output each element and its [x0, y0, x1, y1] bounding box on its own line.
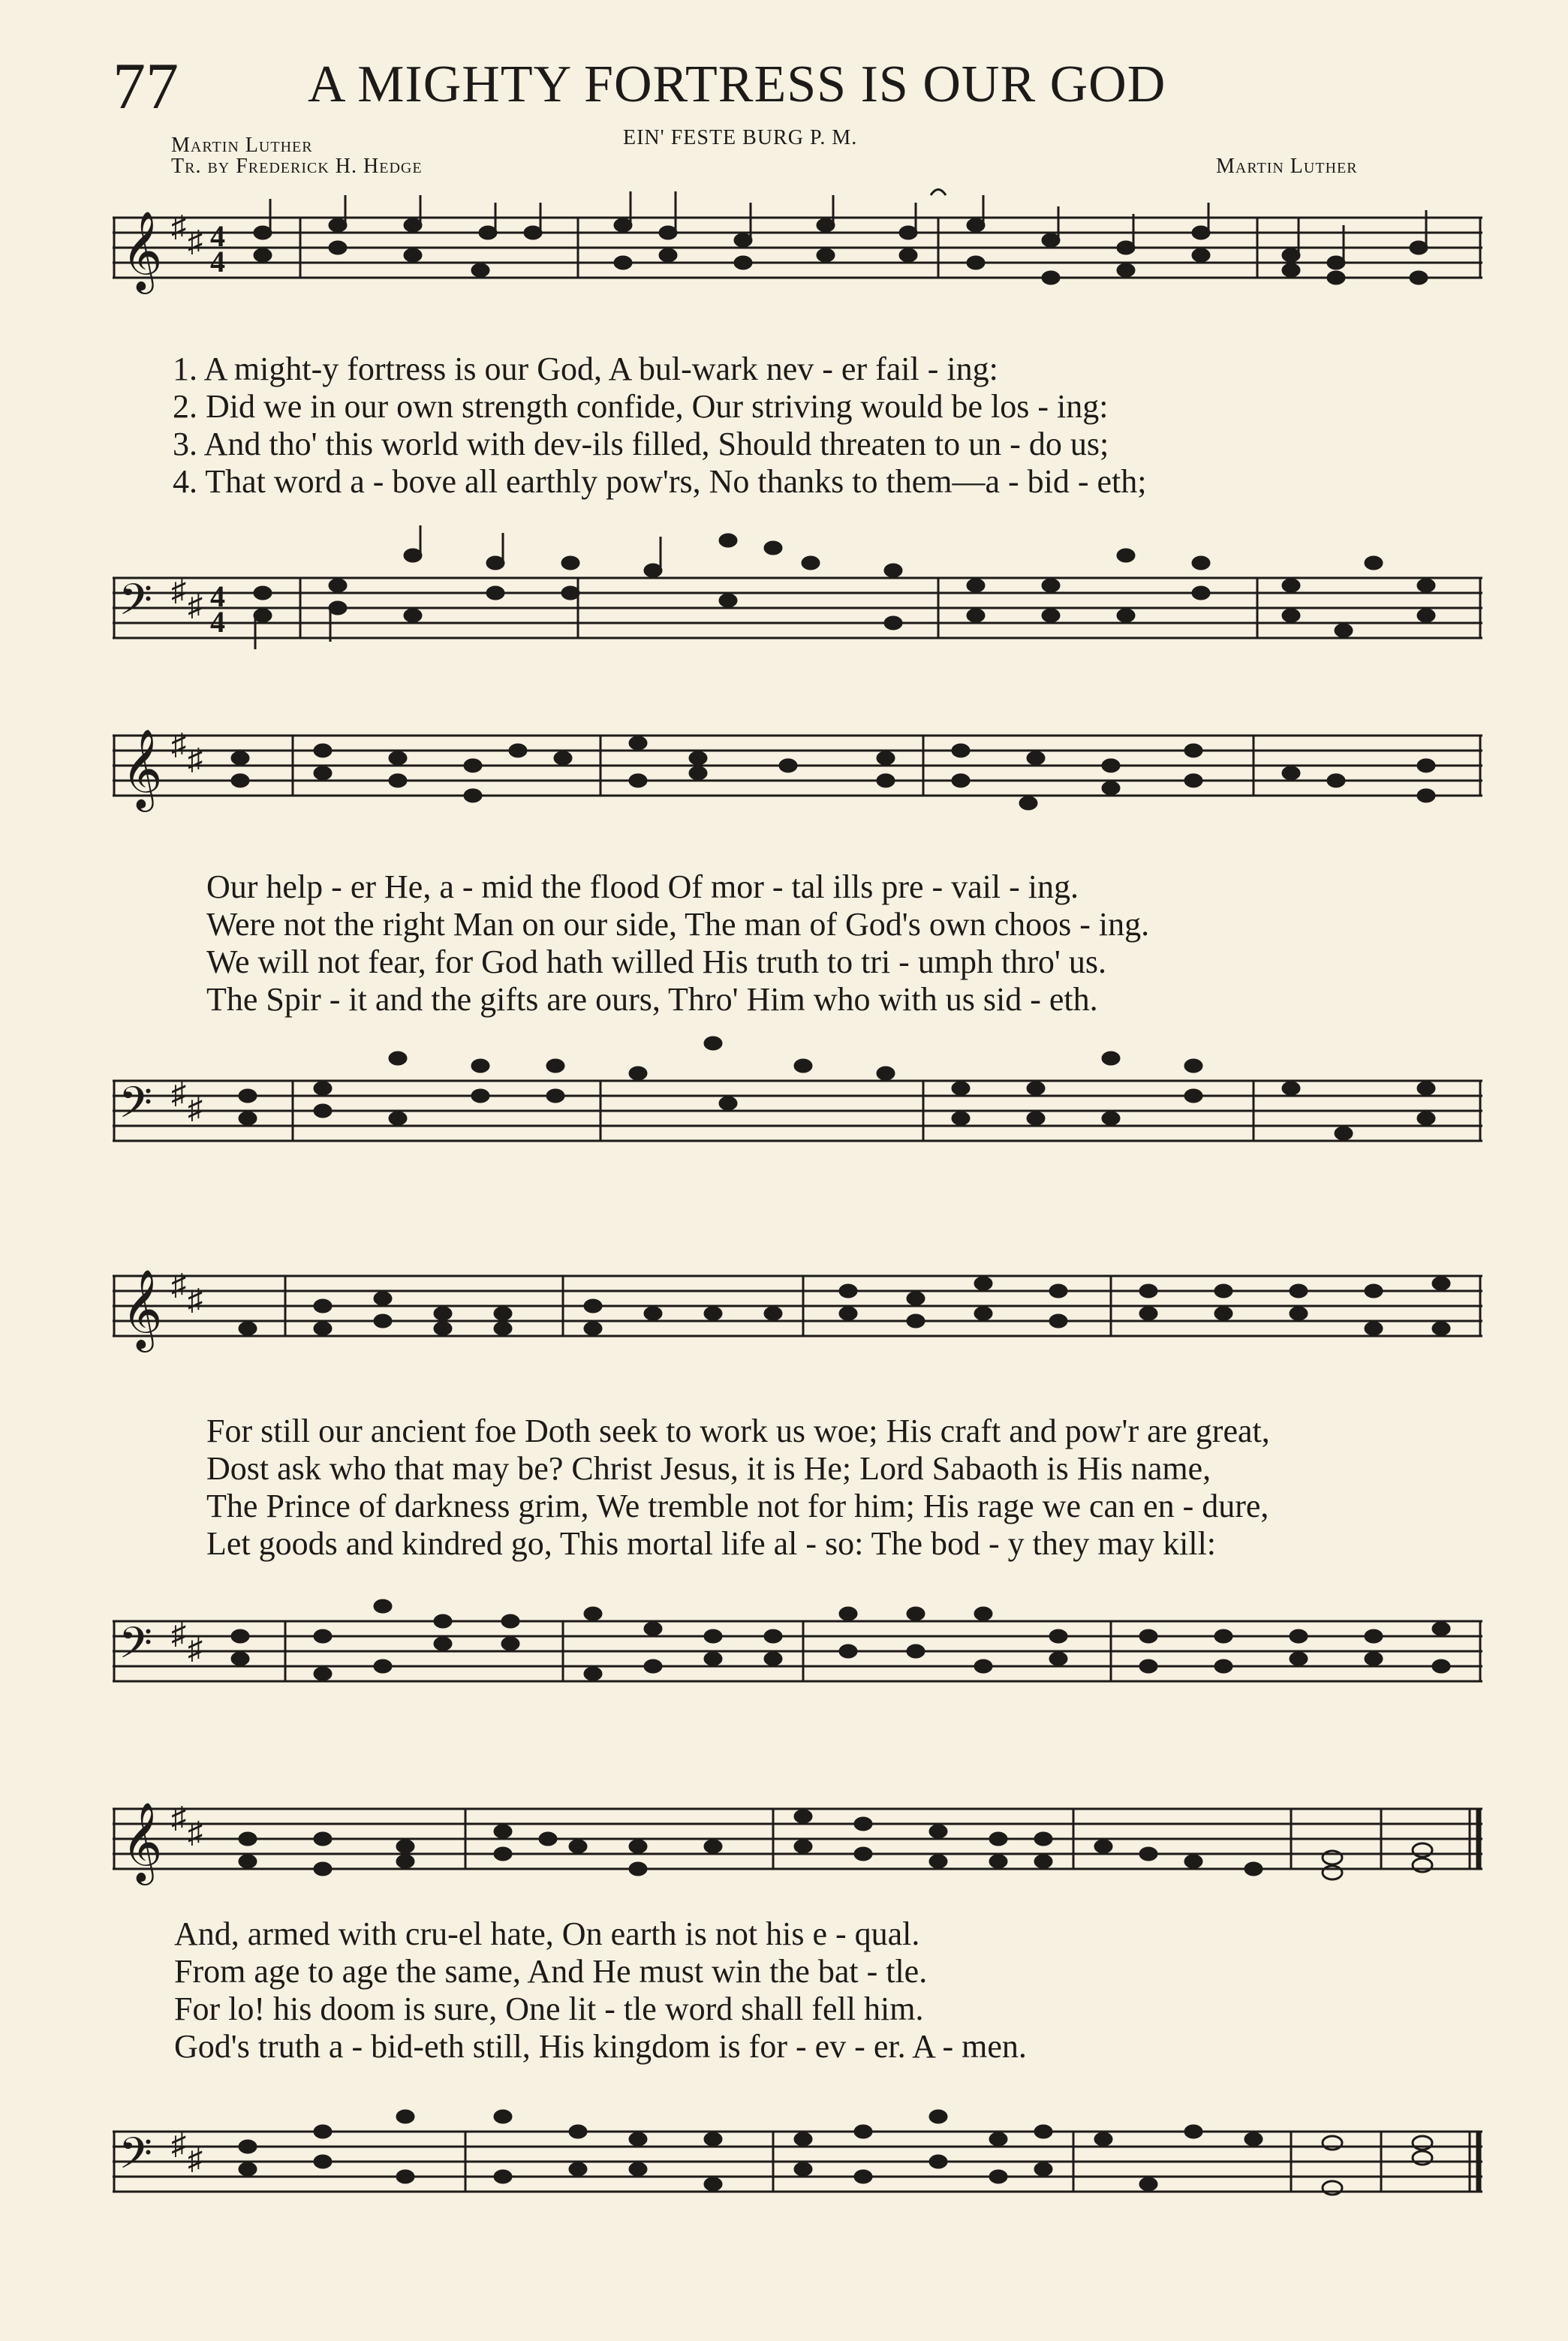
translator-credit: Tr. by Frederick H. Hedge [171, 155, 423, 178]
system-3-treble-staff [113, 1231, 1482, 1366]
svg-text:4: 4 [210, 219, 225, 253]
hymn-number: 77 [113, 50, 179, 123]
svg-text:♯: ♯ [171, 1076, 186, 1110]
svg-text:♯: ♯ [188, 224, 203, 258]
svg-text:𝄞: 𝄞 [122, 1271, 163, 1347]
svg-text:𝄢: 𝄢 [119, 1080, 153, 1138]
svg-text:♯: ♯ [188, 588, 203, 622]
system-1-treble-staff [113, 188, 1482, 323]
svg-text:♯: ♯ [188, 1816, 203, 1849]
lyric-line: For lo! his doom is sure, One lit - tle word shall fell him. [174, 1990, 924, 2027]
svg-text:♯: ♯ [171, 727, 186, 761]
lyric-line: Let goods and kindred go, This mortal life al - so: The bod - y they may kill: [206, 1525, 1217, 1562]
svg-text:♯: ♯ [171, 209, 186, 243]
music-composer: Martin Luther [1216, 155, 1358, 178]
lyric-line: 3. And tho' this world with dev-ils filled, Should threaten to un - do us; [173, 426, 1109, 462]
svg-text:♯: ♯ [171, 1268, 186, 1301]
lyric-line: 2. Did we in our own strength confide, Our striving would be los - ing: [173, 388, 1109, 425]
lyric-line: God's truth a - bid-eth still, His kingdom is for - ev - er. A - men. [174, 2028, 1027, 2065]
lyric-line: 1. A might-y fortress is our God, A bul-wark nev - er fail - ing: [173, 351, 998, 387]
svg-text:♯: ♯ [188, 2142, 203, 2176]
svg-text:♯: ♯ [171, 1801, 186, 1834]
words-author: Martin Luther [171, 134, 313, 157]
svg-text:♯: ♯ [188, 742, 203, 776]
svg-text:𝄢: 𝄢 [119, 2131, 153, 2189]
lyric-line: Were not the right Man on our side, The man of God's own choos - ing. [206, 906, 1150, 943]
hymn-title: A MIGHTY FORTRESS IS OUR GOD [308, 56, 1166, 113]
svg-text:4: 4 [210, 245, 225, 278]
system-3-bass-staff [113, 1561, 1482, 1711]
svg-text:𝄞: 𝄞 [122, 212, 163, 289]
svg-text:♯: ♯ [171, 1617, 186, 1650]
tune-name: EIN' FESTE BURG P. M. [623, 126, 858, 149]
system-1-bass-staff [113, 518, 1482, 668]
svg-text:4: 4 [210, 579, 225, 613]
lyric-line: The Prince of darkness grim, We tremble not for him; His rage we can en - dure, [206, 1488, 1269, 1524]
svg-text:♯: ♯ [188, 1632, 203, 1665]
lyric-line: From age to age the same, And He must win the bat - tle. [174, 1953, 928, 1990]
system-2-bass-staff [113, 1021, 1482, 1171]
svg-text:♯: ♯ [171, 2127, 186, 2161]
svg-text:♯: ♯ [188, 1091, 203, 1125]
lyric-line: The Spir - it and the gifts are ours, Thro' Him who with us sid - eth. [206, 981, 1098, 1018]
lyric-line: 4. That word a - bove all earthly pow'rs, No thanks to them—a - bid - eth; [173, 463, 1147, 500]
lyric-line: And, armed with cru-el hate, On earth is not his e - qual. [174, 1915, 920, 1952]
lyric-line: We will not fear, for God hath willed His truth to tri - umph thro' us. [206, 943, 1106, 980]
svg-text:𝄢: 𝄢 [119, 577, 153, 635]
svg-text:♯: ♯ [171, 573, 186, 607]
svg-text:𝄢: 𝄢 [119, 1620, 153, 1678]
svg-text:𝄞: 𝄞 [122, 1804, 163, 1880]
svg-text:♯: ♯ [188, 1283, 203, 1316]
lyric-line: For still our ancient foe Doth seek to work us woe; His craft and pow'r are great, [206, 1413, 1270, 1449]
system-4-bass-staff [113, 2072, 1482, 2222]
svg-text:4: 4 [210, 605, 225, 639]
system-2-treble-staff [113, 706, 1482, 841]
lyric-line: Our help - er He, a - mid the flood Of mor - tal ills pre - vail - ing. [206, 868, 1079, 905]
svg-text:𝄞: 𝄞 [122, 730, 163, 807]
system-4-treble-staff [113, 1764, 1482, 1899]
lyric-line: Dost ask who that may be? Christ Jesus, it is He; Lord Sabaoth is His name, [206, 1450, 1211, 1487]
